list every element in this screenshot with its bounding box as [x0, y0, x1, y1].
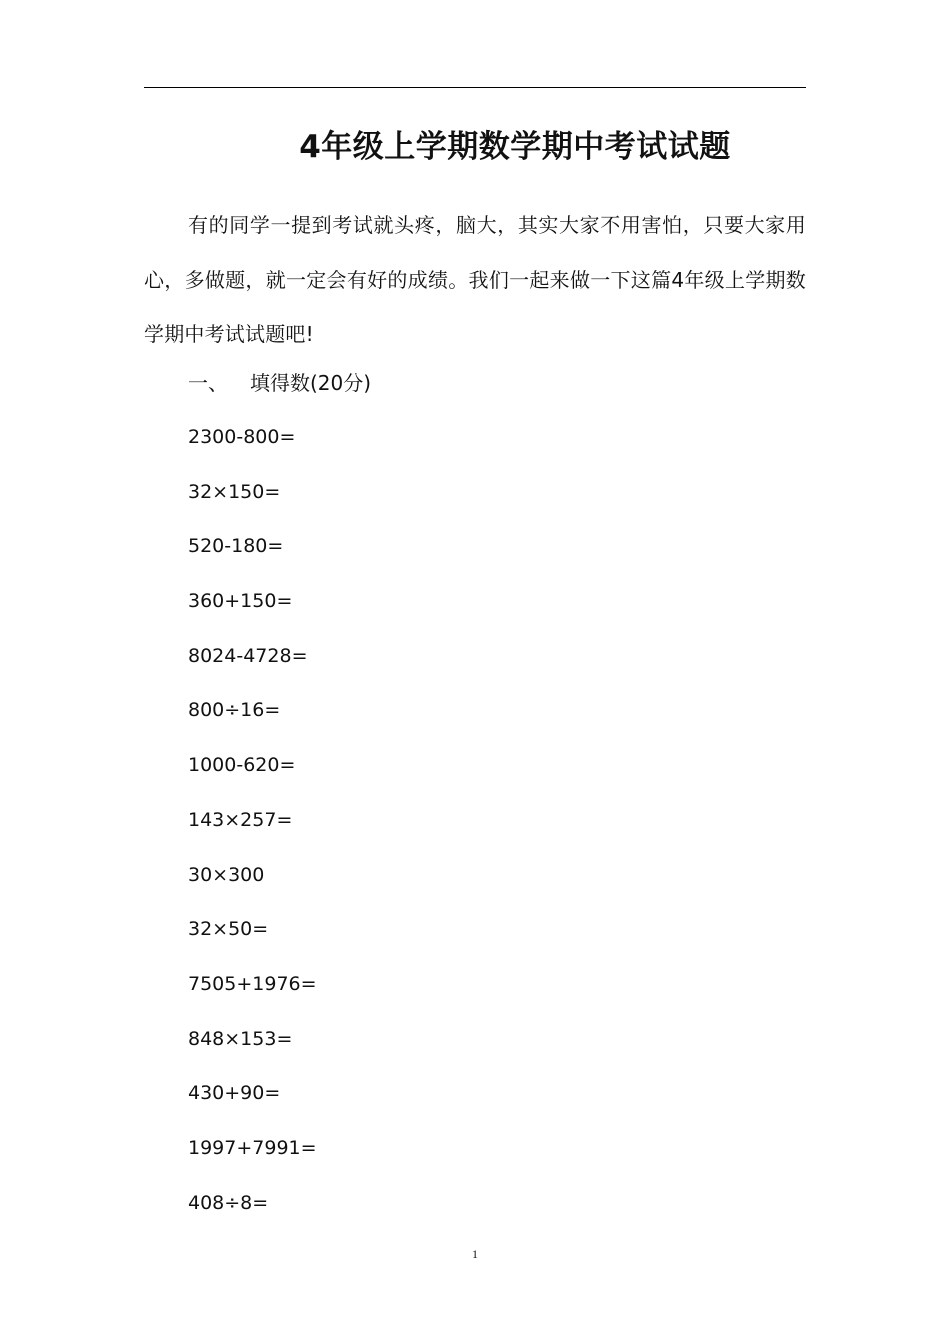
intro-paragraph: 有的同学一提到考试就头疼，脑大，其实大家不用害怕，只要大家用心，多做题，就一定会有好的成绩。我们一起来做一下这篇4年级上学期数学期中考试试题吧!	[144, 213, 806, 346]
problem-item: 143×257=	[188, 808, 293, 831]
problem-item: 520-180=	[188, 535, 284, 558]
problem-item: 2300-800=	[188, 426, 296, 448]
page-number: 1	[472, 1247, 478, 1261]
document-title: 4年级上学期数学期中考试试题	[299, 129, 731, 165]
problem-item: 32×50=	[188, 918, 269, 941]
problem-list	[188, 414, 317, 1234]
problem-item: 848×153=	[188, 1027, 293, 1050]
problem-item: 360+150=	[188, 590, 293, 613]
problem-item: 408÷8=	[188, 1191, 269, 1214]
problem-item: 800÷16=	[188, 699, 281, 722]
problem-item: 30×300	[188, 863, 265, 886]
problem-item: 32×150=	[188, 480, 281, 503]
problem-item: 8024-4728=	[188, 644, 308, 667]
header-rule	[144, 87, 806, 88]
section-heading	[188, 361, 371, 405]
problem-item: 430+90=	[188, 1082, 281, 1105]
section-label: 填得数(20分)	[250, 371, 372, 395]
problem-item: 1000-620=	[188, 754, 296, 777]
section-number: 一、	[188, 371, 228, 395]
problem-item: 1997+7991=	[188, 1136, 317, 1159]
problem-item: 7505+1976=	[188, 972, 317, 995]
